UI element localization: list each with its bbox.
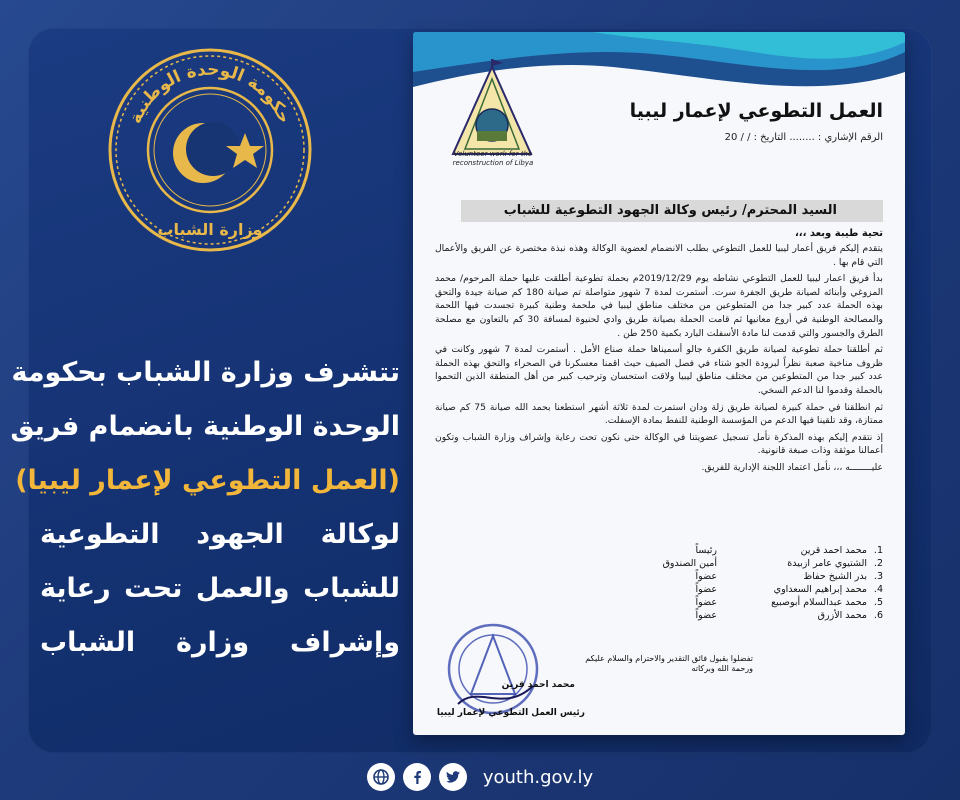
- body-paragraph: ثم أطلقنا حملة تطوعية لصيانة طريق الكفرة جالو أسميناها حملة صناع الأمل . أستمرت لمدة 7 شهور وكانت في ظروف مناخية صعبة نظراً لبرودة الجو شتاء في فصل الصيف حيث اقمنا معسكرنا في الصحراء والتحق بهذه الحملة عدد كبير جدا من المتطوعين من مختلف مناطق ليبيا ولاقت استحسان وترحيب كبير من أهل المنطقة الذين التحموا بالحملة وقدموا لنا الدعم السخي.: [435, 344, 883, 396]
- member-role: أمين الصندوق: [662, 558, 717, 569]
- headline-line-2: الوحدة الوطنية بانضمام فريق: [10, 411, 400, 442]
- letter-closing: تفضلوا بقبول فائق التقدير والاحترام والسلام عليكم ورحمة الله وبركاته: [585, 654, 753, 673]
- headline-line-5: للشباب والعمل تحت رعاية: [40, 573, 400, 604]
- member-name: محمد عبدالسلام أبوصبيع: [771, 597, 867, 608]
- committee-member: [435, 544, 883, 557]
- headline-team-name: (العمل التطوعي لإعمار ليبيا): [15, 465, 400, 496]
- letter-subject: السيد المحترم/ رئيس وكالة الجهود التطوعية للشباب: [461, 200, 883, 222]
- letter-greeting: تحية طيبة وبعد ،،،: [795, 228, 883, 239]
- announcement-headline: [10, 346, 400, 670]
- committee-list: [435, 544, 883, 622]
- member-name: بدر الشيخ حفاظ: [803, 571, 867, 582]
- member-number: 3.: [873, 571, 883, 582]
- ministry-seal-logo: [105, 45, 315, 255]
- member-name: الشتيوي عامر ازبيدة: [787, 558, 867, 569]
- body-paragraph: ثم انطلقنا في حملة كبيرة لصيانة طريق زلة ودان استمرت لمدة ثلاثة أشهر استطعنا بحمد الله صيانة 75 كم صيانة ممتازة، وقد تلقينا فيها الدعم من المؤسسة الوطنية للنفط بمادة الإسفلت.: [435, 401, 883, 427]
- committee-member: [435, 570, 883, 583]
- globe-icon[interactable]: [367, 763, 395, 791]
- member-number: 5.: [873, 597, 883, 608]
- member-number: 2.: [873, 558, 883, 569]
- member-role: عضواً: [695, 610, 717, 621]
- member-name: محمد احمد قرين: [800, 545, 867, 556]
- body-paragraph: يتقدم إليكم فريق أعمار ليبيا للعمل التطوعي بطلب الانضمام لعضوية الوكالة وهذه نبذة مختصرة عن الفريق والأعمال التي قام بها .: [435, 243, 883, 268]
- twitter-icon[interactable]: [439, 763, 467, 791]
- body-paragraph: بدأ فريق اعمار ليبيا للعمل التطوعي نشاطه يوم 2019/12/29م بحملة تطوعية أطلقت عليها حملة المرحوم/ محمد المزوغي وأبنائه لصيانة طريق الجفرة سرت. أستمرت لمدة 7 شهور متواصلة تم صيانة 180 كم صيانة جيدة والتحق بهذه الحملة عدد كبير جدا من المتطوعين من مختلف مناطق ليبيا في ملحمة وطنية كبيرة تجسدت فيها اللحمة والمصالحة الوطنية في أروع معانيها ثم قامت الحملة بصيانة طريق وادي لحنيوة لمسافة 30 كم بالتعاون مع مصلحة الطرق والجسور والتي قدمت لنا مادة الأسفلت البارد بكمية 250 طن .: [435, 273, 883, 339]
- headline-line-1: تتشرف وزارة الشباب بحكومة: [11, 357, 400, 388]
- committee-member: [435, 596, 883, 609]
- facebook-icon[interactable]: [403, 763, 431, 791]
- letter-reference-date: الرقم الإشاري : ........ التاريخ : / / 20: [724, 132, 883, 143]
- member-number: 1.: [873, 545, 883, 556]
- member-role: عضواً: [695, 597, 717, 608]
- committee-member: [435, 557, 883, 570]
- signatory-title: رئيس العمل التطوعي لإعمار ليبيا: [436, 708, 585, 718]
- body-paragraph: عليــــــــه ،،، نأمل اعتماد اللجنة الإدارية للفريق.: [701, 461, 883, 473]
- member-role: عضواً: [695, 584, 717, 595]
- headline-line-4: لوكالة الجهود التطوعية: [40, 519, 400, 550]
- committee-member: [435, 583, 883, 596]
- member-number: 6.: [873, 610, 883, 621]
- seal-bottom-text: وزارة الشباب: [157, 220, 263, 239]
- member-name: محمد إبراهيم السعداوي: [773, 584, 867, 595]
- letter-title: العمل التطوعي لإعمار ليبيا: [629, 100, 883, 122]
- website-url[interactable]: youth.gov.ly: [482, 766, 594, 788]
- member-role: عضواً: [695, 571, 717, 582]
- member-role: رئيساً: [695, 545, 717, 556]
- headline-line-6: وإشراف وزارة الشباب: [40, 627, 400, 658]
- logo-caption: Volunteer work for the reconstruction of Libya: [452, 150, 534, 167]
- signatory-name: محمد احمد قرين: [501, 680, 575, 690]
- member-number: 4.: [873, 584, 883, 595]
- body-paragraph: إذ نتقدم إليكم بهذه المذكرة نأمل تسجيل عضويتنا في الوكالة حتى نكون تحت رعاية وإشراف وزارة الشباب وتكون أعمالنا موثقة وذات صبغة قانونية.: [435, 431, 883, 457]
- member-name: محمد الأزرق: [817, 610, 867, 621]
- footer-bar: [0, 760, 960, 794]
- letter-body: [435, 242, 883, 478]
- scanned-letter: [413, 32, 905, 735]
- seal-ring-text: حكومة الوحدة الوطنية: [125, 59, 295, 127]
